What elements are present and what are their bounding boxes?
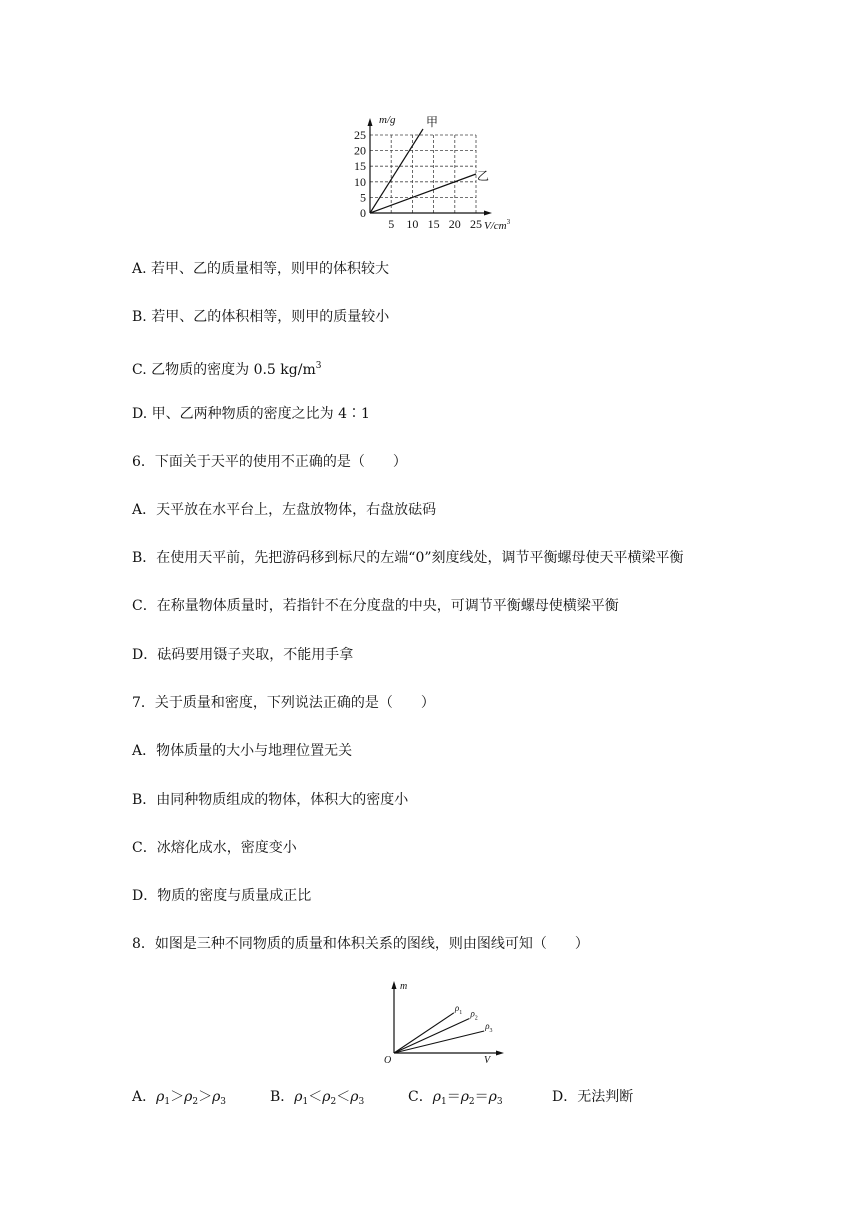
series-label-rho2: [469, 1009, 477, 1022]
q5-option-d: D. 甲、乙两种物质的密度之比为 4∶1: [132, 406, 370, 422]
series-line-rho1: [394, 1013, 454, 1053]
q5-option-c-sup: 3: [315, 361, 322, 371]
q8-option-a: [132, 1087, 270, 1112]
y-tick-label: 0: [360, 206, 366, 220]
series-label-yi: 乙: [477, 169, 490, 183]
rho: ρ: [212, 1089, 221, 1105]
mv-chart-2: [372, 975, 512, 1065]
x-tick-label: 20: [448, 217, 461, 231]
series-label-rho3: [484, 1021, 492, 1034]
rho: ρ: [460, 1089, 469, 1105]
q5-option-a: A. 若甲、乙的质量相等，则甲的体积较大: [132, 261, 390, 277]
chart-axes: [368, 118, 493, 216]
y-tick-labels: [354, 128, 366, 220]
q7-option-b: B．由同种物质组成的物体，体积大的密度小: [132, 792, 409, 808]
rho: ρ: [184, 1089, 193, 1105]
q7-option-d: D．物质的密度与质量成正比: [132, 888, 312, 904]
q6-option-d: D．砝码要用镊子夹取，不能用手拿: [132, 647, 354, 663]
series-line-yi: [370, 174, 476, 213]
chart-grid: [370, 135, 476, 213]
rho-symbol: ρ: [485, 1021, 490, 1031]
rho-subscript: 3: [489, 1028, 493, 1034]
chart-series: [370, 129, 476, 213]
rho-subscript: 1: [459, 1009, 463, 1016]
rho-subscript: 2: [474, 1015, 478, 1022]
eq: ＝: [474, 1089, 489, 1105]
x-tick-label: 25: [470, 217, 482, 231]
sub: 2: [330, 1097, 337, 1107]
lt: ＜: [308, 1089, 323, 1105]
x-axis-label: V: [484, 1055, 491, 1065]
y-tick-label: 15: [354, 159, 366, 174]
x-tick-label: 15: [427, 217, 440, 231]
x-tick-label: 10: [406, 217, 419, 231]
sub: 1: [302, 1097, 309, 1107]
rho-symbol: ρ: [470, 1008, 475, 1019]
y-tick-label: 20: [354, 143, 366, 158]
sub: 3: [496, 1097, 503, 1107]
q8-option-c-prefix: C．: [408, 1089, 433, 1105]
y-axis-arrow: [368, 118, 373, 126]
q8-option-d: D．无法判断: [552, 1089, 634, 1105]
x-axis-label-text: V/cm: [484, 220, 507, 232]
gt: ＞: [170, 1089, 185, 1105]
y-tick-label: 25: [354, 128, 366, 142]
gt: ＞: [198, 1089, 213, 1105]
y-axis-label: m/g: [379, 114, 396, 126]
y-tick-label: 5: [360, 190, 366, 205]
series-label-rho1: [454, 1003, 462, 1016]
rho: ρ: [350, 1089, 359, 1105]
series-label-jia: 甲: [426, 115, 439, 129]
q5-option-c-text: C. 乙物质的密度为 0.5 kg/m: [132, 362, 316, 378]
sub: 2: [192, 1097, 199, 1107]
x-axis-arrow: [496, 1051, 504, 1056]
sub: 1: [440, 1097, 447, 1107]
q5-option-c: [132, 356, 321, 380]
x-axis-label: [484, 218, 511, 232]
y-axis-arrow: [392, 981, 397, 989]
q7-option-c: C．冰熔化成水，密度变小: [132, 840, 297, 856]
q7-option-a: A．物体质量的大小与地理位置无关: [132, 743, 353, 759]
q6-option-c: C．在称量物体质量时，若指针不在分度盘的中央，可调节平衡螺母使横梁平衡: [132, 598, 619, 614]
eq: ＝: [446, 1089, 461, 1105]
sub: 3: [358, 1097, 365, 1107]
sub: 2: [468, 1097, 475, 1107]
rho-symbol: ρ: [454, 1002, 460, 1013]
y-tick-label: 10: [354, 174, 366, 189]
x-tick-label: 5: [388, 217, 395, 231]
density-graph-rho: [372, 975, 512, 1065]
q8-option-b-prefix: B．: [270, 1089, 295, 1105]
chart2-axes: [392, 981, 505, 1056]
x-tick-labels: [388, 217, 482, 231]
q6-stem: 6．下面关于天平的使用不正确的是（ ）: [132, 454, 407, 470]
sub: 1: [164, 1097, 171, 1107]
q8-option-a-prefix: A．: [132, 1089, 157, 1105]
q5-option-b: B. 若甲、乙的体积相等，则甲的质量较小: [132, 309, 390, 325]
rho: ρ: [156, 1089, 165, 1105]
q8-option-b: [270, 1087, 408, 1112]
q7-stem: 7．关于质量和密度，下列说法正确的是（ ）: [132, 695, 435, 711]
rho: ρ: [294, 1089, 303, 1105]
q8-stem: 8．如图是三种不同物质的质量和体积关系的图线，则由图线可知（ ）: [132, 936, 589, 952]
q6-option-b: B．在使用天平前，先把游码移到标尺的左端“0”刻度线处，调节平衡螺母使天平横梁平衡: [132, 550, 684, 566]
origin-label: O: [384, 1055, 392, 1065]
chart2-series: [394, 1013, 484, 1053]
density-graph-jia-yi: [340, 108, 530, 233]
sub: 3: [220, 1097, 227, 1107]
mv-chart-1: [340, 108, 530, 233]
q8-options: [132, 1087, 633, 1112]
rho: ρ: [432, 1089, 441, 1105]
y-axis-label: m: [400, 981, 408, 992]
chart2-series-labels: [454, 1003, 493, 1034]
x-axis-label-sup: 3: [506, 218, 511, 226]
rho: ρ: [322, 1089, 331, 1105]
series-line-rho3: [394, 1031, 484, 1053]
series-line-jia: [370, 129, 423, 213]
series-line-rho2: [394, 1019, 469, 1054]
q6-option-a: A．天平放在水平台上，左盘放物体，右盘放砝码: [132, 502, 437, 518]
q8-option-c: [408, 1087, 552, 1112]
x-axis-arrow: [484, 211, 492, 216]
rho: ρ: [488, 1089, 497, 1105]
lt: ＜: [336, 1089, 351, 1105]
